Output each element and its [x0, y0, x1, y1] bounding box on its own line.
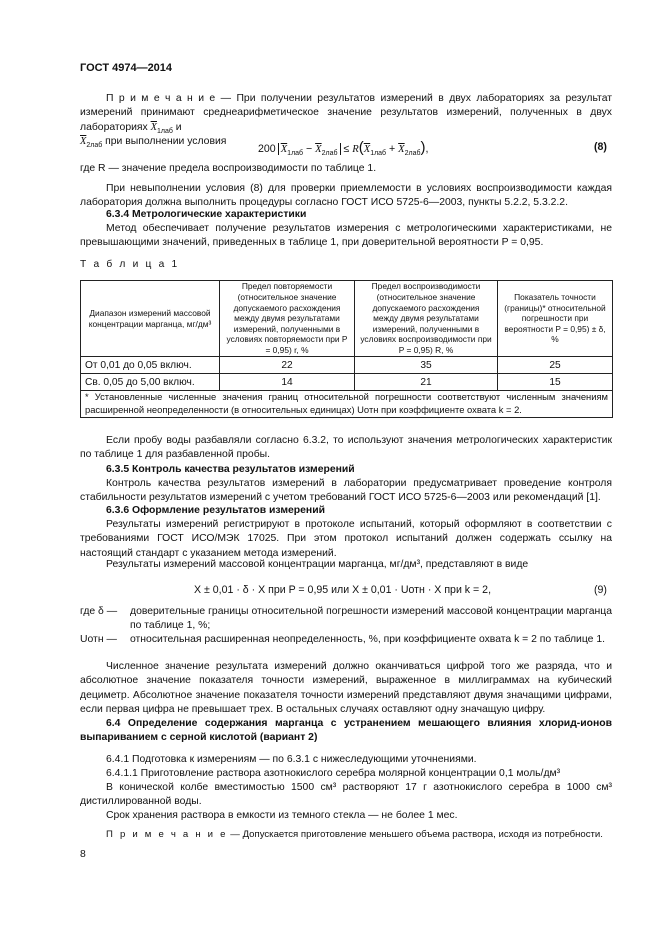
para-numeric-value: Численное значение результата измерений должно оканчиваться цифрой того же разряда, что и абсолютное значение показателя точности измерений, выраженное в миллиграммах на кубический дециметр. Абсолютное значение показателя точности измерений представляют двумя значащими цифрами, если первая цифра не превышает трех. В остальных случаях оставляют одну значащую цифру.	[80, 661, 612, 716]
table-cell: От 0,01 до 0,05 включ.	[81, 357, 220, 374]
page-number: 8	[80, 849, 86, 860]
heading-6-4: 6.4 Определение содержания марганца с устранением мешающего влияния хлорид-ионов выпариванием с серной кислотой (вариант 2)	[80, 718, 612, 744]
table-cell: 25	[498, 357, 613, 374]
table-header-range: Диапазон измерений массовой концентрации марганца, мг/дм³	[81, 281, 220, 357]
table-cell: Св. 0,05 до 5,00 включ.	[81, 374, 220, 391]
note-2-label: П р и м е ч а н и е	[106, 829, 228, 840]
para-6-3-4: Метод обеспечивает получение результатов измерения с метрологическими характеристиками, не превышающими значений, приведенных в таблице 1, при доверительной вероятности P = 0,95.	[80, 223, 612, 249]
table-footnote-row	[81, 391, 613, 418]
formula-8-number: (8)	[594, 141, 607, 153]
para-6-3-6-b: Результаты измерений массовой концентрации марганца, мг/дм³, представляют в виде	[106, 559, 529, 570]
para-flask: В конической колбе вместимостью 1500 см³ растворяют 17 г азотнокислого серебра в 1000 см³ дистиллированной воды.	[80, 782, 612, 808]
document-header: ГОСТ 4974—2014	[80, 62, 173, 74]
formula-8: 200 $\overline{X}_{1лаб} - \overline{X}_{2лаб} \le R(\overline{X}_{1лаб} + \overline{X}_{2лаб})$,	[258, 139, 429, 158]
para-6-3-5: Контроль качества результатов измерений в лаборатории предусматривает проведение контроля стабильности результатов измерений с учетом требований ГОСТ ИСО 5725-6—2003 или рекомендаций [1].	[80, 478, 612, 504]
table-cell: 35	[355, 357, 498, 374]
table-row	[81, 374, 613, 391]
table-cell: 15	[498, 374, 613, 391]
table-header-row	[81, 281, 613, 357]
note-2	[80, 828, 612, 842]
heading-6-3-4: 6.3.4 Метрологические характеристики	[106, 209, 307, 220]
where-R: где R — значение предела воспроизводимости по таблице 1.	[80, 163, 377, 174]
note-1: П р и м е ч а н и е — При получении результатов измерений в двух лабораториях за результат измерений принимают среднеарифметическое значение результатов измерений, полученных в двух лабораториях $\overline{X}_{1лаб}$ и $\overline{X}_{2лаб}$ при выполнении условия	[80, 93, 613, 150]
para-condition-fail: При невыполнении условия (8) для проверки приемлемости в условиях воспроизводимости каждая лаборатория должна выполнить процедуры согласно ГОСТ ИСО 5725-6—2003, пункты 5.2.2, 5.3.2.2.	[80, 183, 612, 209]
metrology-table	[80, 280, 613, 418]
where-delta-text: доверительные границы относительной погрешности измерений массовой концентрации марганца по таблице 1, %;	[130, 606, 612, 632]
para-6-3-6-a: Результаты измерений регистрируют в протоколе испытаний, который оформляют в соответствии с требованиями ГОСТ ИСО/МЭК 17025. При этом протокол испытаний должен содержать ссылку на настоящий стандарт с указанием метода измерений.	[80, 519, 612, 559]
table-cell: 22	[220, 357, 355, 374]
note-1-label: П р и м е ч а н и е	[106, 93, 216, 104]
table-header-reproducibility: Предел воспроизводимости (относительное значение допускаемого расхождения между двумя результатами измерений, полученными в условиях воспроизводимости при P = 0,95) R, %	[355, 281, 498, 357]
table-row	[81, 357, 613, 374]
formula-9: X ± 0,01 · δ · X при P = 0,95 или X ± 0,01 · Uотн · X при k = 2,	[194, 584, 492, 596]
table-cell: 21	[355, 374, 498, 391]
para-storage: Срок хранения раствора в емкости из темного стекла — не более 1 мес.	[106, 810, 458, 821]
table-caption: Т а б л и ц а 1	[80, 259, 180, 270]
table-footnote: * Установленные численные значения границ относительной погрешности соответствуют численным значениям расширенной неопределенности (в относительных единицах) Uотн при коэффициенте охвата k = 2.	[81, 391, 613, 418]
para-6-4-1-1: 6.4.1.1 Приготовление раствора азотнокислого серебра молярной концентрации 0,1 моль/дм³	[106, 768, 561, 779]
note-1-text: При получении результатов измерений в двух лабораториях за результат измерений принимают среднеарифметическое значение результатов измерений, полученных в двух лабораториях	[80, 93, 613, 133]
para-dilution: Если пробу воды разбавляли согласно 6.3.2, то используют значения метрологических характеристик по таблице 1 для разбавленной пробы.	[80, 435, 612, 461]
para-6-4-1: 6.4.1 Подготовка к измерениям — по 6.3.1 с нижеследующими уточнениями.	[106, 754, 477, 765]
where-U-text: относительная расширенная неопределенность, %, при коэффициенте охвата k = 2 по таблице 1.	[130, 634, 605, 645]
note-2-text: — Допускается приготовление меньшего объема раствора, исходя из потребности.	[227, 829, 603, 840]
table-cell: 14	[220, 374, 355, 391]
where-delta-lead: где δ —	[80, 606, 118, 617]
table-header-accuracy: Показатель точности (границы)* относительной погрешности при вероятности P = 0,95) ± δ, %	[498, 281, 613, 357]
heading-6-3-6: 6.3.6 Оформление результатов измерений	[106, 505, 325, 516]
heading-6-3-5: 6.3.5 Контроль качества результатов измерений	[106, 464, 355, 475]
table-header-repeatability: Предел повторяемости (относительное значение допускаемого расхождения между двумя результатами измерений, полученными в условиях повторяемости при P = 0,95) r, %	[220, 281, 355, 357]
where-U-lead: Uотн —	[80, 634, 117, 645]
formula-9-number: (9)	[594, 584, 607, 596]
